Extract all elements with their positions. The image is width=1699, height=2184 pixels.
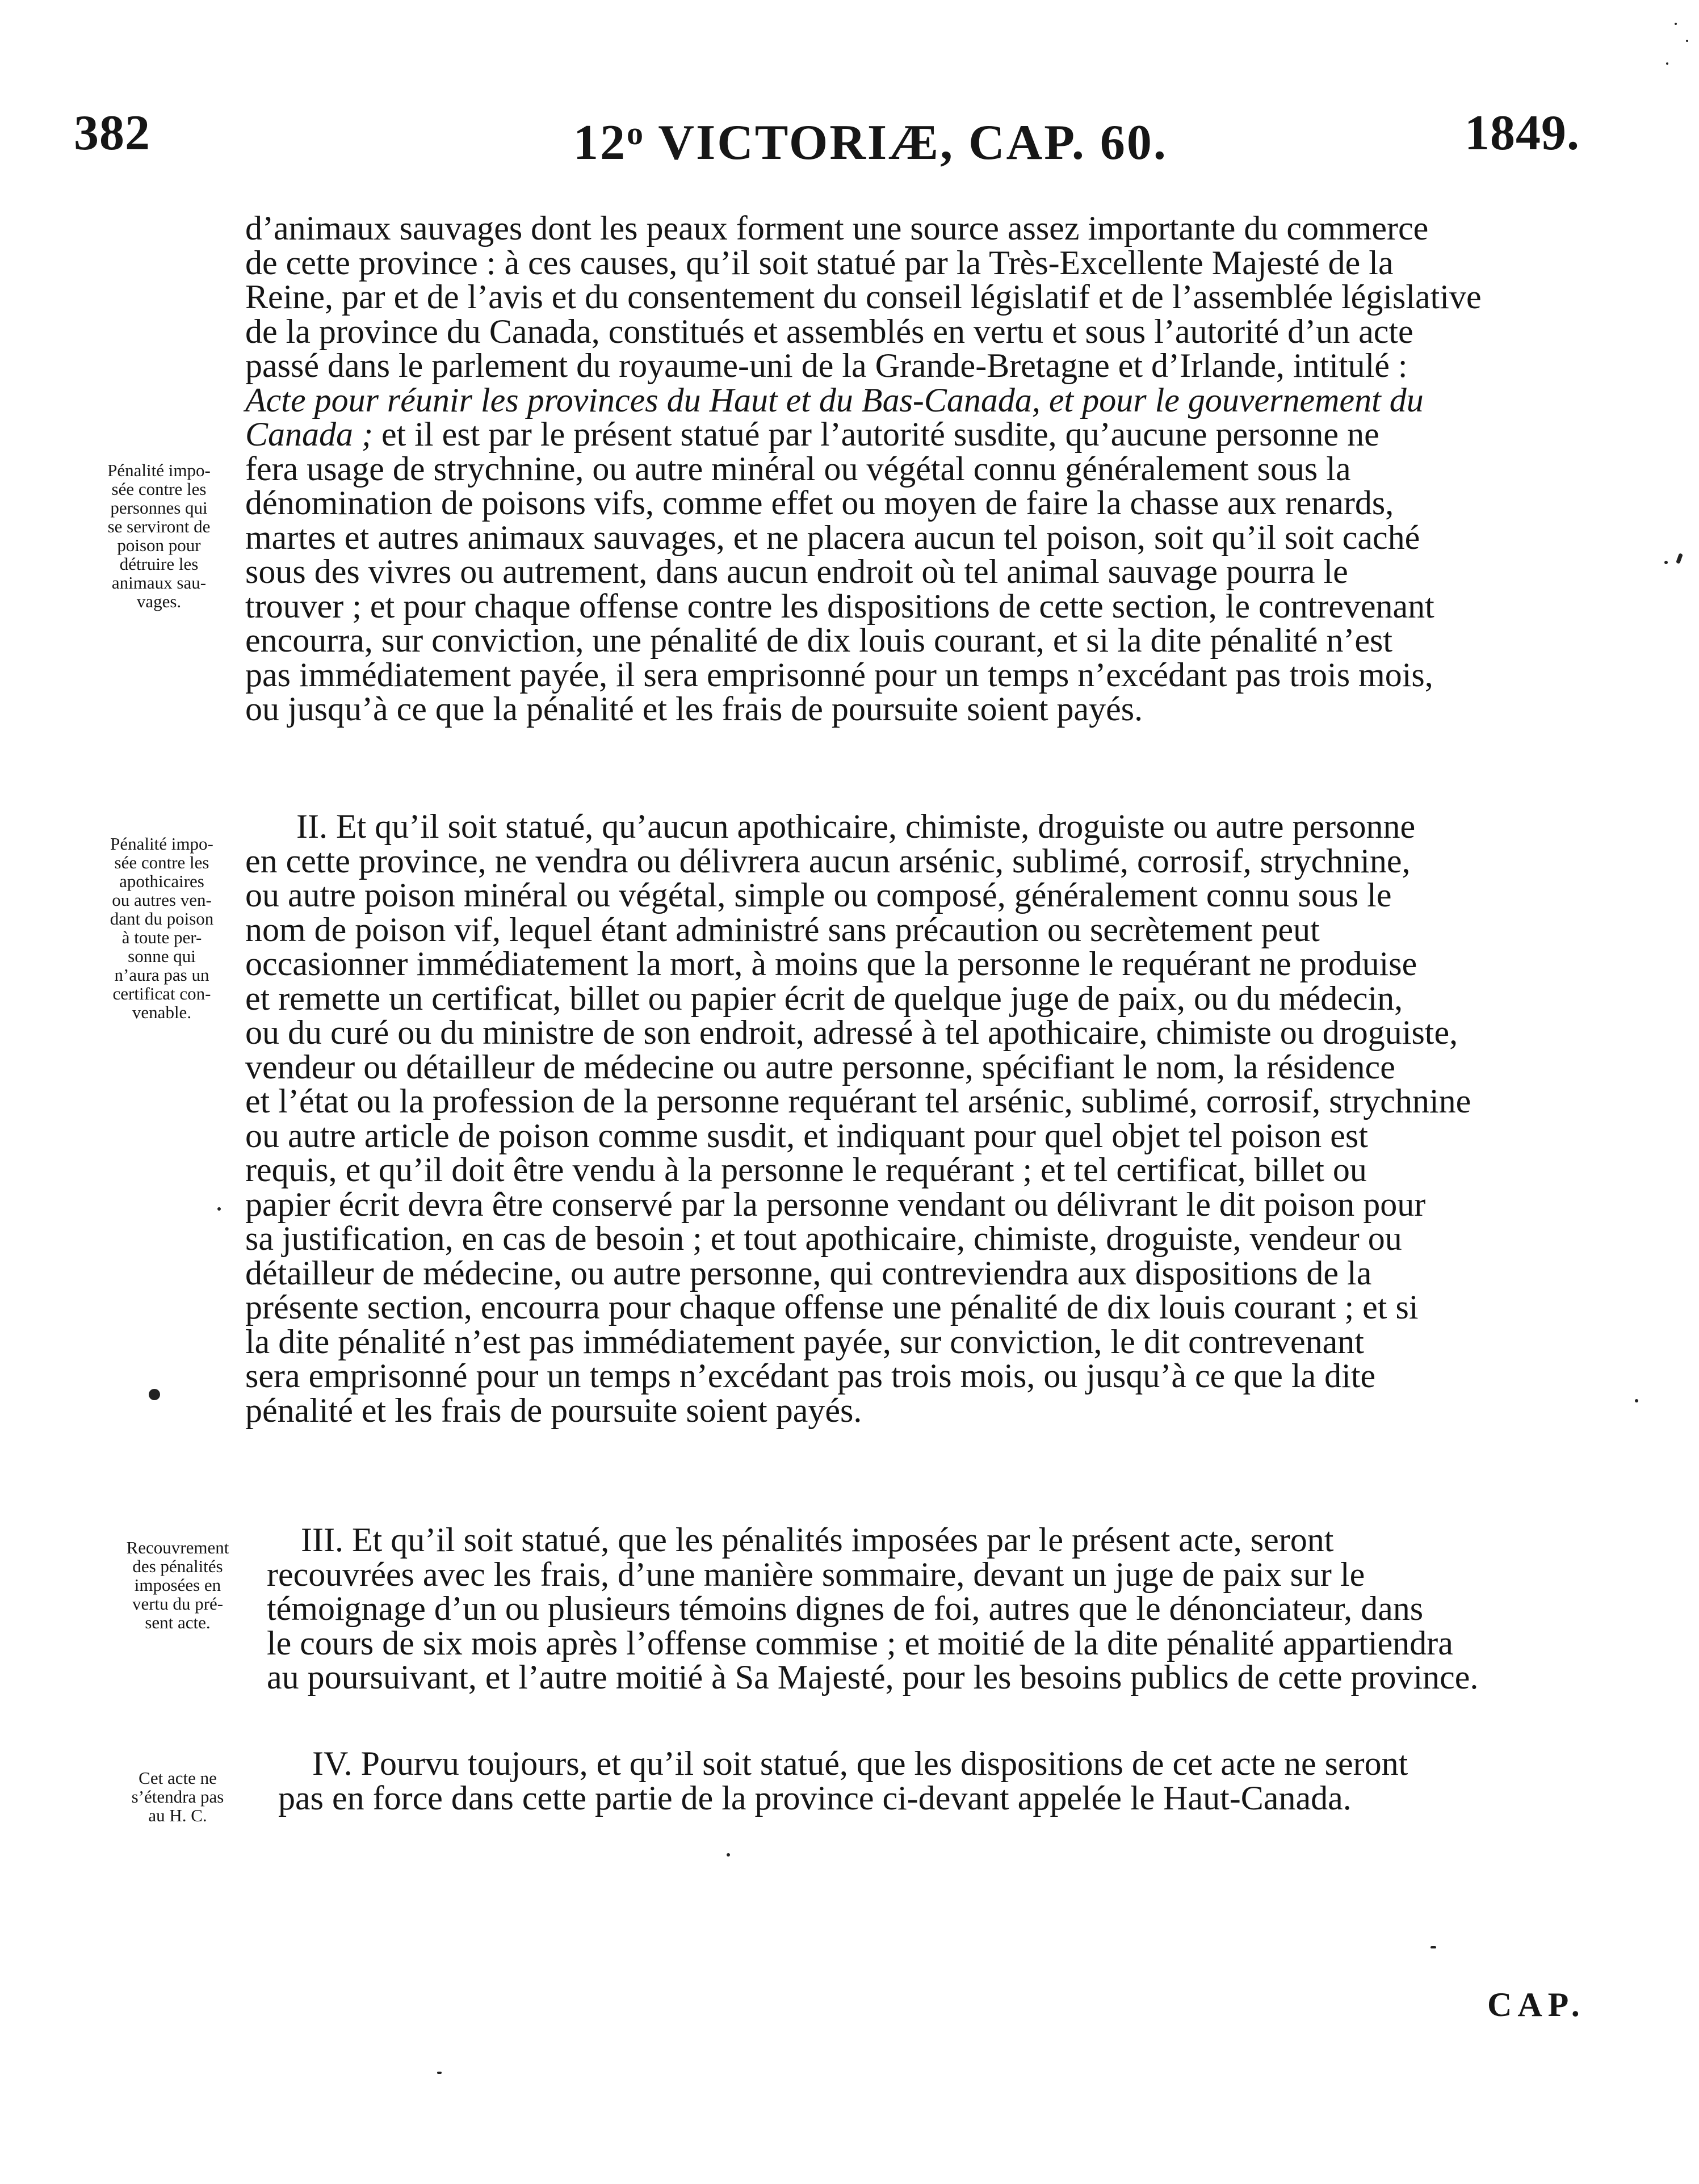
- ink-speck: [1664, 561, 1668, 564]
- margin-note-apothecary-penalty: [77, 834, 247, 1022]
- text-line: au poursuivant, et l’autre moitié à Sa Majesté, pour les besoins publics de cette province.: [267, 1658, 1479, 1696]
- margin-note-line: sent acte.: [145, 1612, 211, 1632]
- margin-note-line: Recouvrement: [126, 1538, 229, 1557]
- text-line: trouver ; et pour chaque offense contre les dispositions de cette section, le contrevenant: [245, 587, 1434, 625]
- margin-note-poison-penalty: [77, 461, 241, 611]
- margin-note-line: dant du poison: [110, 909, 214, 929]
- text-line: nom de poison vif, lequel étant administré sans précaution ou secrètement peut: [245, 910, 1320, 948]
- ink-speck: [1676, 553, 1683, 564]
- margin-note-line: n’aura pas un: [114, 965, 209, 985]
- margin-note-line: certificat con-: [112, 984, 211, 1003]
- text-line: la dite pénalité n’est pas immédiatement payée, sur conviction, le dit contrevenant: [245, 1322, 1364, 1360]
- margin-note-line: venable.: [132, 1002, 192, 1022]
- text-line: dénomination de poisons vifs, comme effet ou moyen de faire la chasse aux renards,: [245, 484, 1394, 522]
- margin-note-penalty-recovery: [95, 1538, 260, 1632]
- text-line: ou autre poison minéral ou végétal, simple ou composé, généralement connu sous le: [245, 876, 1392, 914]
- text-line: détailleur de médecine, ou autre personne, qui contreviendra aux dispositions de la: [245, 1254, 1372, 1292]
- margin-note-line: imposées en: [134, 1575, 221, 1595]
- act-title-end: Canada ;: [245, 415, 373, 453]
- ink-speck: [437, 2072, 442, 2074]
- text-line: Reine, par et de l’avis et du consentement du conseil législatif et de l’assemblée législative: [245, 278, 1482, 316]
- margin-note-line: se serviront de: [107, 516, 211, 536]
- ink-speck: [727, 1853, 730, 1857]
- margin-note-line: des pénalités: [132, 1556, 223, 1576]
- margin-note-line: ou autres ven-: [112, 890, 212, 910]
- margin-note-line: sée contre les: [114, 852, 209, 872]
- margin-note-line: vages.: [136, 591, 182, 611]
- margin-note-line: vertu du pré-: [132, 1594, 224, 1614]
- text-line: sera emprisonné pour un temps n’excédant pas trois mois, ou jusqu’à ce que la dite: [245, 1357, 1376, 1395]
- page-number: 382: [74, 106, 150, 161]
- margin-note-line: détruire les: [119, 554, 199, 574]
- text-line: et remette un certificat, billet ou papier écrit de quelque juge de paix, ou du médecin,: [245, 979, 1403, 1017]
- margin-note-line: sonne qui: [128, 946, 196, 966]
- text-line: de la province du Canada, constitués et assemblés en vertu et sous l’autorité d’un acte: [245, 312, 1413, 350]
- margin-note-line: Pénalité impo-: [107, 460, 211, 480]
- text-line: martes et autres animaux sauvages, et ne placera aucun tel poison, soit qu’il soit caché: [245, 518, 1420, 556]
- running-title-regnal-year: 12: [573, 115, 627, 171]
- margin-note-line: Pénalité impo-: [110, 834, 213, 854]
- text-line: sa justification, en cas de besoin ; et tout apothicaire, chimiste, droguiste, vendeur ou: [245, 1220, 1402, 1257]
- ink-speck: [1635, 1399, 1638, 1402]
- text-line: sous des vivres ou autrement, dans aucun endroit où tel animal sauvage pourra le: [245, 553, 1348, 590]
- text-line: recouvrées avec les frais, d’une manière sommaire, devant un juge de paix sur le: [267, 1555, 1365, 1593]
- text-line: et l’état ou la profession de la personne requérant tel arsénic, sublimé, corrosif, strychnine: [245, 1082, 1471, 1120]
- text-line: requis, et qu’il doit être vendu à la personne le requérant ; et tel certificat, billet ou: [245, 1151, 1367, 1188]
- text-line: papier écrit devra être conservé par la personne vendant ou délivrant le dit poison pour: [245, 1185, 1426, 1223]
- margin-note-line: poison pour: [117, 535, 201, 555]
- text-line: passé dans le parlement du royaume-uni de la Grande-Bretagne et d’Irlande, intitulé :: [245, 347, 1408, 384]
- margin-note-line: apothicaires: [119, 871, 204, 891]
- margin-note-line: Cet acte ne: [139, 1768, 217, 1788]
- text-line: ou jusqu’à ce que la pénalité et les frais de poursuite soient payés.: [245, 690, 1143, 728]
- text-line: présente section, encourra pour chaque offense une pénalité de dix louis courant ; et si: [245, 1288, 1419, 1326]
- text-line: fera usage de strychnine, ou autre minéral ou végétal connu généralement sous la: [245, 450, 1351, 488]
- running-title: [573, 99, 1168, 177]
- margin-note-line: s’étendra pas: [131, 1787, 224, 1807]
- margin-note-line: à toute per-: [121, 927, 202, 947]
- ink-speck: [1666, 62, 1668, 65]
- text-line: pénalité et les frais de poursuite soient payés.: [245, 1391, 862, 1429]
- ink-speck: [217, 1207, 221, 1211]
- section-2-paragraph: [245, 809, 1610, 1427]
- text-line: témoignage d’un ou plusieurs témoins dignes de foi, autres que le dénonciateur, dans: [267, 1590, 1424, 1627]
- section-4-paragraph: [278, 1746, 1612, 1815]
- margin-note-line: personnes qui: [110, 498, 208, 518]
- section-3-paragraph: [267, 1523, 1612, 1695]
- margin-note-line: animaux sau-: [111, 573, 207, 593]
- text-line: pas en force dans cette partie de la province ci-devant appelée le Haut-Canada.: [278, 1779, 1352, 1817]
- running-title-chapter: VICTORIÆ, CAP. 60.: [645, 115, 1168, 171]
- text-line: encourra, sur conviction, une pénalité de dix louis courant, et si la dite pénalité n’est: [245, 621, 1393, 659]
- act-title-line: Acte pour réunir les provinces du Haut et du Bas-Canada, et pour le gouvernement du: [245, 381, 1424, 419]
- margin-note-upper-canada-exclusion: [95, 1769, 260, 1825]
- text-line: III. Et qu’il soit statué, que les pénalités imposées par le présent acte, seront: [301, 1521, 1334, 1559]
- text-line: Canada ; et il est par le présent statué par l’autorité susdite, qu’aucune personne ne: [245, 415, 1379, 453]
- ink-speck: [1675, 23, 1677, 25]
- ink-speck: [1430, 1946, 1436, 1948]
- text-line: en cette province, ne vendra ou délivrera aucun arsénic, sublimé, corrosif, strychnine,: [245, 842, 1411, 880]
- text-line: IV. Pourvu toujours, et qu’il soit statué, que les dispositions de cet acte ne seront: [312, 1745, 1408, 1782]
- text-line: le cours de six mois après l’offense commise ; et moitié de la dite pénalité appartiendra: [267, 1624, 1453, 1662]
- catchword: CAP.: [1487, 1986, 1585, 2023]
- preamble-paragraph: [245, 211, 1608, 726]
- text-line: occasionner immédiatement la mort, à moins que la personne le requérant ne produise: [245, 945, 1417, 982]
- text-line: d’animaux sauvages dont les peaux forment une source assez importante du commerce: [245, 209, 1429, 247]
- text-line: ou autre article de poison comme susdit, et indiquant pour quel objet tel poison est: [245, 1116, 1368, 1154]
- ink-speck: [149, 1389, 160, 1400]
- text-line: pas immédiatement payée, il sera emprisonné pour un temps n’excédant pas trois mois,: [245, 656, 1433, 694]
- text-line: vendeur ou détailleur de médecine ou autre personne, spécifiant le nom, la résidence: [245, 1048, 1395, 1086]
- text-line: II. Et qu’il soit statué, qu’aucun apothicaire, chimiste, droguiste ou autre personne: [296, 808, 1416, 845]
- margin-note-line: sée contre les: [111, 479, 207, 499]
- margin-note-line: au H. C.: [148, 1805, 207, 1825]
- page-year: 1849.: [1465, 106, 1580, 161]
- running-title-ordinal: o: [627, 115, 645, 152]
- text-line: ou du curé ou du ministre de son endroit, adressé à tel apothicaire, chimiste ou droguiste,: [245, 1014, 1458, 1051]
- text-line: de cette province : à ces causes, qu’il soit statué par la Très-Excellente Majesté de la: [245, 243, 1394, 282]
- ink-speck: [1686, 40, 1688, 42]
